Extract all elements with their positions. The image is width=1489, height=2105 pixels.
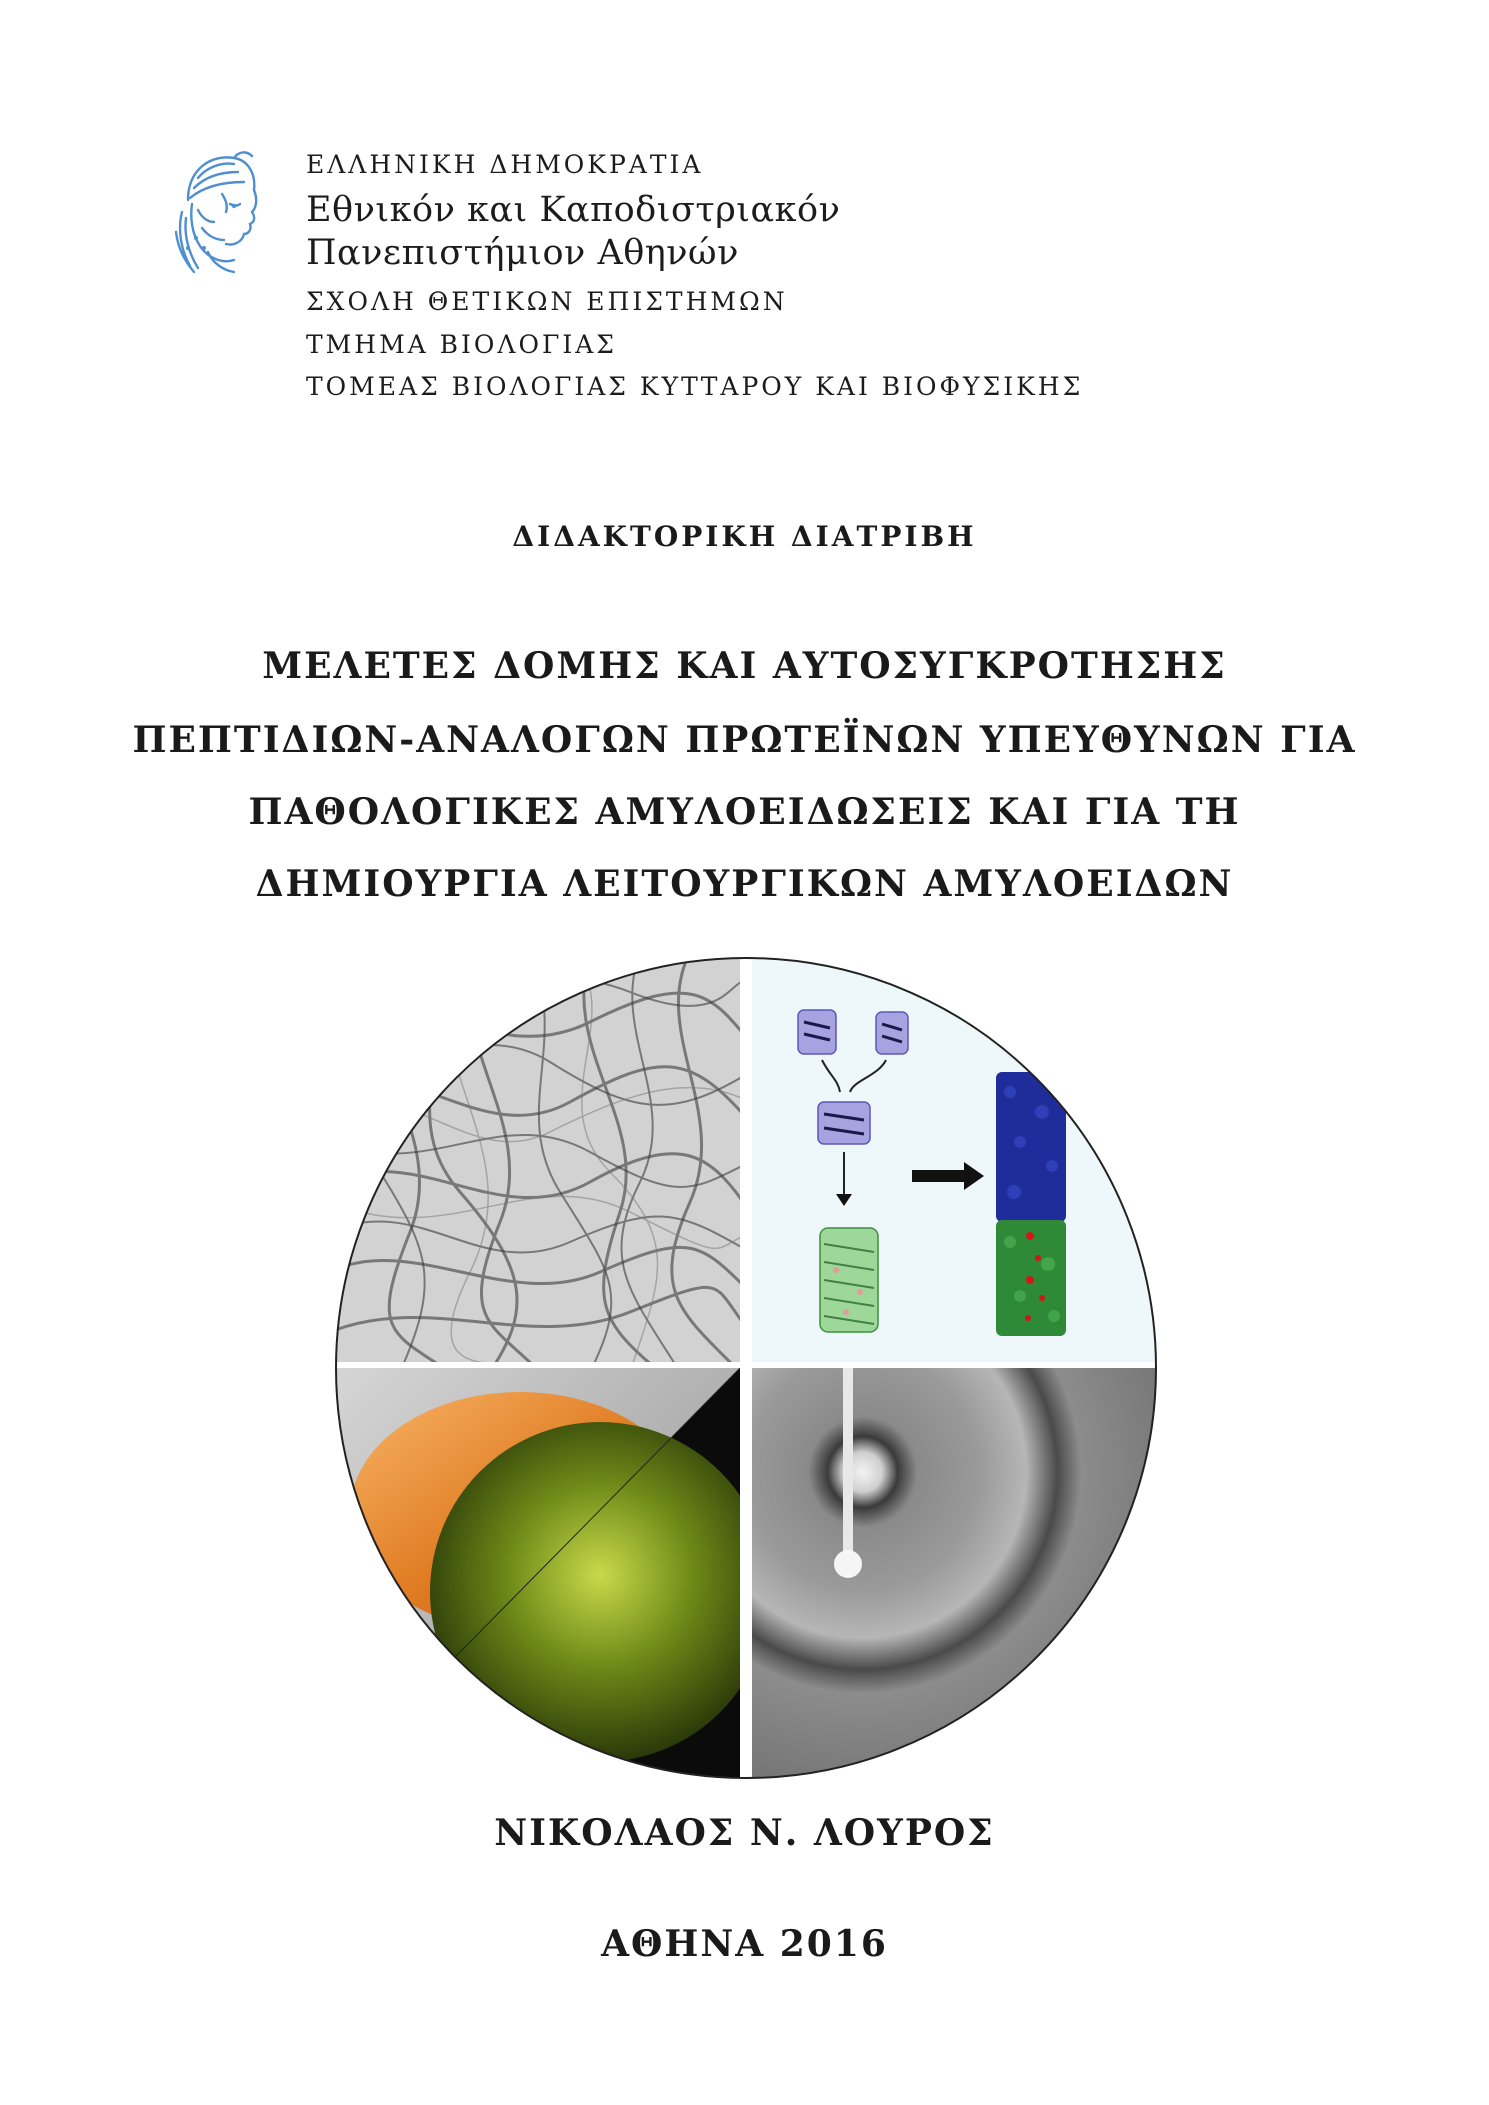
cover-figure — [330, 952, 1162, 1784]
crystal-photo — [330, 1368, 770, 1784]
document-type: ΔΙΔΑΚΤΟΡΙΚΗ ΔΙΑΤΡΙΒΗ — [512, 520, 977, 553]
self-assembly-diagram — [752, 952, 1162, 1362]
thesis-title-line-3: ΠΑΘΟΛΟΓΙΚΕΣ ΑΜΥΛΟΕΙΔΩΣΕΙΣ ΚΑΙ ΓΙΑ ΤΗ — [248, 791, 1241, 833]
school-line: ΣΧΟΛΗ ΘΕΤΙΚΩΝ ΕΠΙΣΤΗΜΩΝ — [306, 287, 788, 316]
department-line: ΤΜΗΜΑ ΒΙΟΛΟΓΙΑΣ — [306, 330, 617, 359]
section-line: ΤΟΜΕΑΣ ΒΙΟΛΟΓΙΑΣ ΚΥΤΤΑΡΟΥ ΚΑΙ ΒΙΟΦΥΣΙΚΗΣ — [306, 372, 1084, 401]
university-name-line1: Εθνικόν και Καποδιστριακόν — [306, 190, 841, 230]
place-year: ΑΘΗΝΑ 2016 — [601, 1923, 888, 1965]
thesis-title-line-4: ΔΗΜΙΟΥΡΓΙΑ ΛΕΙΤΟΥΡΓΙΚΩΝ ΑΜΥΛΟΕΙΔΩΝ — [255, 863, 1234, 905]
author-name: ΝΙΚΟΛΑΟΣ Ν. ΛΟΥΡΟΣ — [494, 1812, 995, 1854]
university-logo — [168, 148, 264, 276]
thesis-title-line-1: ΜΕΛΕΤΕΣ ΔΟΜΗΣ ΚΑΙ ΑΥΤΟΣΥΓΚΡΟΤΗΣΗΣ — [262, 645, 1227, 687]
republic-line: ΕΛΛΗΝΙΚΗ ΔΗΜΟΚΡΑΤΙΑ — [306, 150, 704, 179]
university-name-line2: Πανεπιστήμιον Αθηνών — [306, 233, 739, 273]
thesis-title-line-2: ΠΕΠΤΙΔΙΩΝ-ΑΝΑΛΟΓΩΝ ΠΡΩΤΕΪΝΩΝ ΥΠΕΥΘΥΝΩΝ ΓΙΑ — [132, 719, 1357, 761]
xray-diffraction-pattern — [752, 1368, 1162, 1784]
fibril-micrograph — [330, 952, 750, 1372]
